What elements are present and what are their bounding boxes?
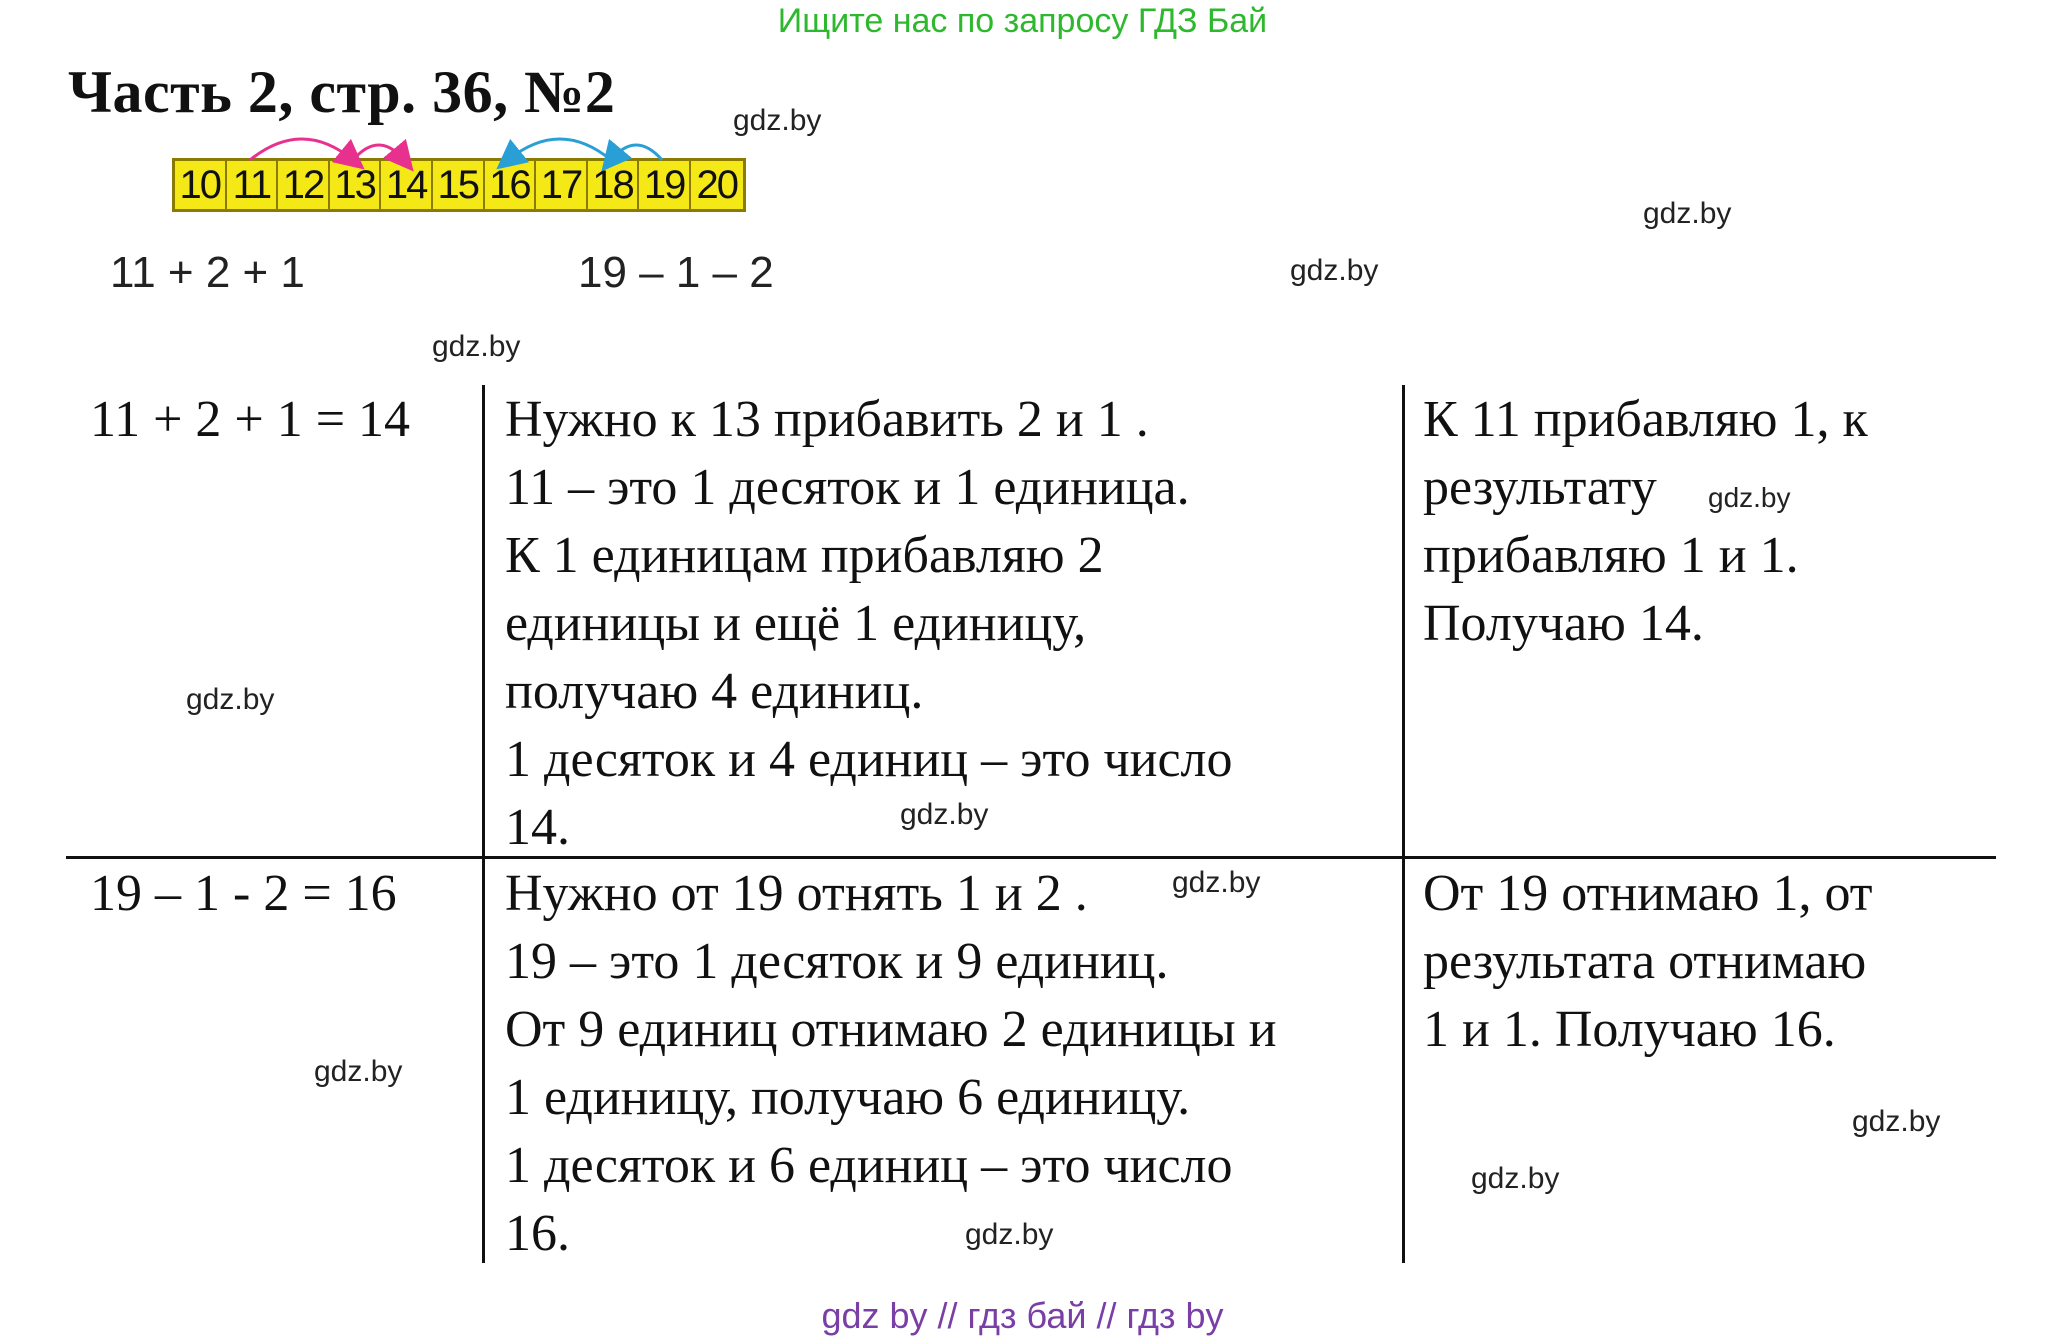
top-banner: Ищите нас по запросу ГДЗ Бай	[777, 2, 1268, 40]
equation-text: 19 – 1 - 2 = 16	[90, 865, 397, 922]
explanation-line: Нужно к 13 прибавить 2 и 1 .	[505, 391, 1149, 448]
explanation-line: 19 – это 1 десяток и 9 единиц.	[505, 933, 1169, 990]
explanation-line: 1 десяток и 6 единиц – это число	[505, 1137, 1233, 1194]
number-line-cell: 19	[639, 161, 691, 209]
watermark: gdz.by	[1708, 482, 1791, 513]
number-line-cell: 20	[696, 163, 737, 207]
watermark: gdz.by	[1643, 197, 1732, 230]
method-line: 1 и 1. Получаю 16.	[1423, 1001, 1836, 1058]
watermark: gdz.by	[1471, 1162, 1560, 1195]
footer-links: gdz by // гдз бай // гдз by	[821, 1295, 1224, 1336]
watermark: gdz.by	[186, 683, 275, 716]
page-title: Часть 2, стр. 36, №2	[68, 59, 616, 125]
explanation-line: 1 единицу, получаю 6 единицу.	[505, 1069, 1191, 1126]
method-line: результату	[1423, 459, 1657, 516]
expression-left: 11 + 2 + 1	[110, 248, 305, 297]
arc-pink-11-13	[250, 139, 353, 160]
explanation-line: единицы и ещё 1 единицу,	[505, 595, 1087, 652]
arc-pink-13-14	[353, 145, 404, 160]
row-2-equation	[90, 860, 397, 928]
watermark: gdz.by	[900, 798, 989, 831]
row-1-method	[1423, 386, 1868, 658]
watermark: gdz.by	[1172, 866, 1261, 899]
table-divider-2	[1402, 385, 1405, 1263]
expression-right: 19 – 1 – 2	[578, 248, 774, 297]
number-line-cell: 13	[330, 161, 382, 209]
number-line-cell: 16	[485, 161, 537, 209]
watermark: gdz.by	[733, 104, 822, 137]
watermark: gdz.by	[1290, 254, 1379, 287]
method-line: результата отнимаю	[1423, 933, 1867, 990]
method-line: От 19 отнимаю 1, от	[1423, 865, 1873, 922]
row-2-method	[1423, 860, 1873, 1064]
explanation-line: 14.	[505, 799, 570, 856]
explanation-line: получаю 4 единиц.	[505, 663, 924, 720]
watermark: gdz.by	[314, 1055, 403, 1088]
explanation-line: 16.	[505, 1205, 570, 1262]
explanation-line: К 1 единицам прибавляю 2	[505, 527, 1104, 584]
equation-text: 11 + 2 + 1 = 14	[90, 391, 411, 448]
number-line-cell: 12	[278, 161, 330, 209]
row-1-equation	[90, 386, 410, 454]
row-1-explanation	[505, 386, 1233, 862]
explanation-line: От 9 единиц отнимаю 2 единицы и	[505, 1001, 1277, 1058]
number-line-cell: 15	[433, 161, 485, 209]
number-line-cell: 17	[536, 161, 588, 209]
watermark: gdz.by	[432, 330, 521, 363]
number-line-cell: 14	[381, 161, 433, 209]
jump-arcs	[0, 0, 2045, 300]
number-line-cell: 18	[588, 161, 640, 209]
watermark: gdz.by	[1852, 1105, 1941, 1138]
explanation-line: Нужно от 19 отнять 1 и 2 .	[505, 865, 1088, 922]
explanation-line: 11 – это 1 десяток и 1 единица.	[505, 459, 1190, 516]
explanation-line: 1 десяток и 4 единиц – это число	[505, 731, 1233, 788]
number-line-cell: 10	[175, 161, 227, 209]
method-line: К 11 прибавляю 1, к	[1423, 391, 1868, 448]
method-line: прибавляю 1 и 1.	[1423, 527, 1799, 584]
method-line: Получаю 14.	[1423, 595, 1704, 652]
table-divider-1	[482, 385, 485, 1263]
number-line-cell: 11	[227, 161, 279, 209]
watermark: gdz.by	[965, 1218, 1054, 1251]
arc-blue-19-18	[611, 145, 662, 160]
arc-blue-18-16	[508, 139, 611, 160]
row-2-explanation	[505, 860, 1277, 1268]
